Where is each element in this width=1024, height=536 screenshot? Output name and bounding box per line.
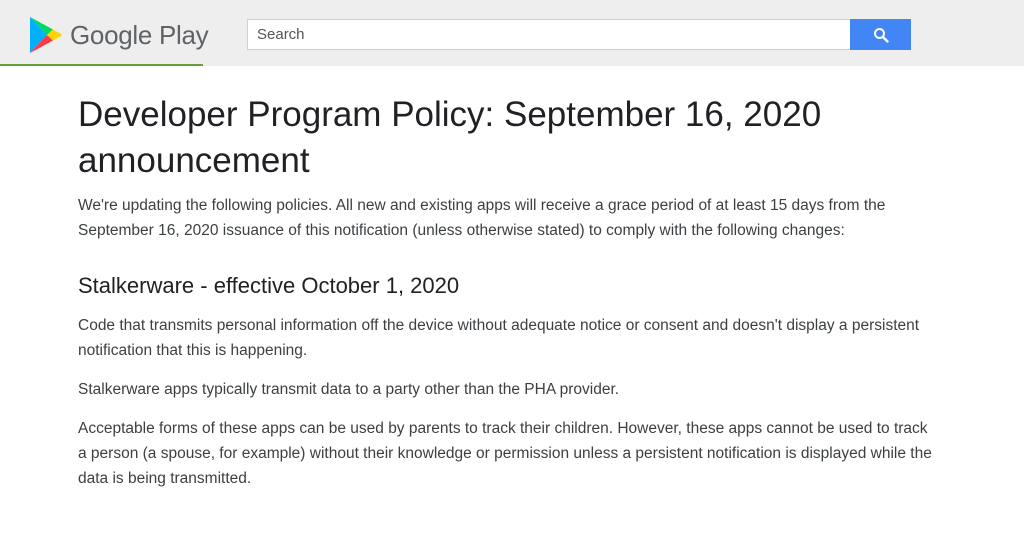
- magnifier-icon: [873, 27, 889, 43]
- section-heading: Stalkerware - effective October 1, 2020: [78, 273, 460, 298]
- article: [78, 92, 938, 491]
- section-paragraph: Stalkerware apps typically transmit data to a party other than the PHA provider.: [78, 381, 620, 398]
- search-input[interactable]: [247, 19, 851, 50]
- search-button[interactable]: [850, 19, 911, 50]
- logo-text: Google Play: [70, 19, 209, 50]
- google-play-logo[interactable]: [28, 16, 208, 54]
- top-bar: [0, 0, 1024, 66]
- page-title: Developer Program Policy: September 16, 2020 announcement: [78, 95, 822, 180]
- apps-tab-underline: [0, 64, 203, 66]
- play-triangle-icon: [28, 16, 62, 54]
- section-paragraph: Code that transmits personal information off the device without adequate notice or consent and doesn't display a persistent notification that this is happening.: [78, 317, 920, 359]
- section-paragraph: Acceptable forms of these apps can be used by parents to track their children. However, these apps cannot be used to track a person (a spouse, for example) without their knowledge or permission unless a persistent notification is displayed while the data is being transmitted.: [78, 420, 932, 487]
- intro-paragraph: We're updating the following policies. All new and existing apps will receive a grace period of at least 15 days from the September 16, 2020 issuance of this notification (unless otherwise stated) to comply with the following changes:: [78, 197, 886, 239]
